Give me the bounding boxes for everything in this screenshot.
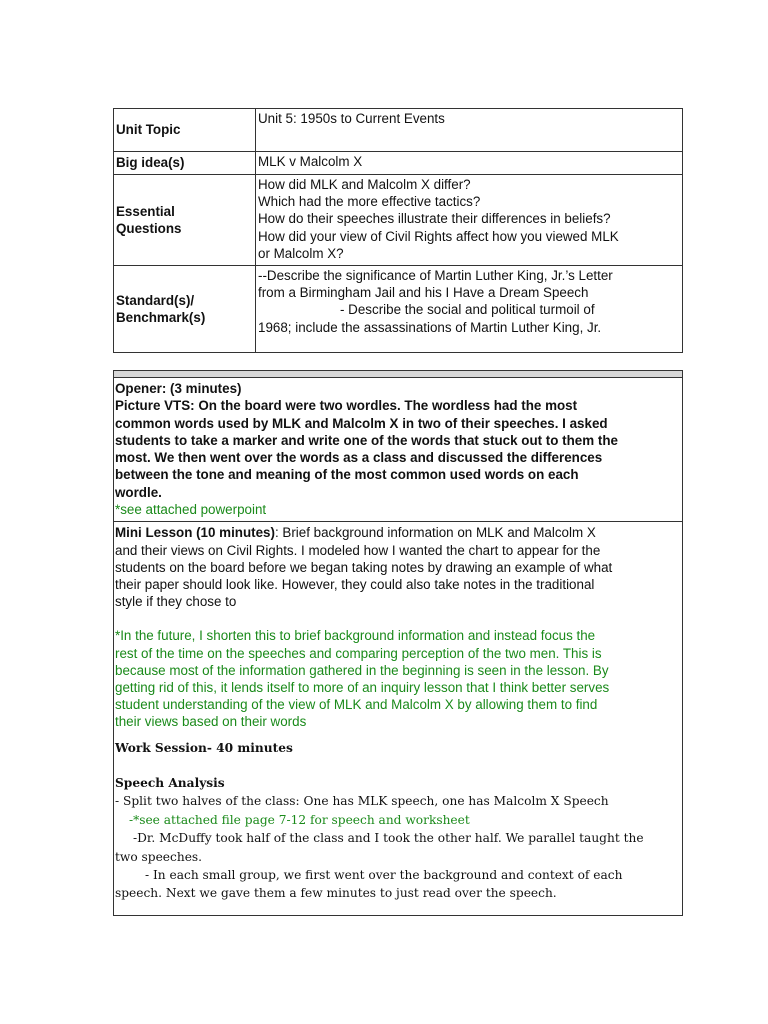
mini-lesson-line: : Brief background information on MLK and Malcolm X <box>274 525 596 541</box>
question-line: or Malcolm X? <box>258 245 344 261</box>
question-line: How did your view of Civil Rights affect how you viewed MLK <box>258 228 619 244</box>
row-value-unit-topic <box>256 109 683 152</box>
future-note-line: getting rid of this, it lends itself to more of an inquiry lesson that I think better serves <box>115 680 610 695</box>
speech-analysis-heading: Speech Analysis <box>115 776 225 791</box>
opener-line: between the tone and meaning of the most common used words on each <box>115 467 579 483</box>
table-row <box>114 109 683 152</box>
big-idea-text: MLK v Malcolm X <box>258 154 363 169</box>
standard-line: - Describe the social and political turmoil of <box>340 302 595 318</box>
mini-lesson-section <box>114 522 682 732</box>
row-label-standards <box>114 266 256 353</box>
row-label-big-idea: Big idea(s) <box>114 152 256 175</box>
work-session-line: - Split two halves of the class: One has MLK speech, one has Malcolm X Speech <box>115 794 609 809</box>
mini-lesson-line: and their views on Civil Rights. I modeled how I wanted the chart to appear for the <box>115 542 601 558</box>
mini-lesson-line: their paper should look like. However, they could also take notes in the traditional <box>115 576 595 592</box>
header-bar <box>114 371 682 378</box>
mini-lesson-heading: Mini Lesson (10 minutes) <box>115 525 275 541</box>
attached-file-note: -*see attached file page 7-12 for speech and worksheet <box>129 812 470 827</box>
future-note-line: their views based on their words <box>115 714 307 730</box>
opener-heading: Opener: (3 minutes) <box>115 381 242 396</box>
future-note-line: *In the future, I shorten this to brief background information and instead focus the <box>115 628 596 644</box>
work-session-line: speech. Next we gave them a few minutes to just read over the speech. <box>115 886 557 901</box>
row-value-big-idea <box>256 152 683 175</box>
table-row <box>114 152 683 175</box>
table-row <box>114 266 683 353</box>
work-session-line: -Dr. McDuffy took half of the class and I took the other half. We parallel taught the <box>133 831 644 846</box>
unit-topic-text: Unit 5: 1950s to Current Events <box>258 111 445 126</box>
label-line: Essential <box>116 203 175 219</box>
powerpoint-note: *see attached powerpoint <box>115 502 267 518</box>
table-row <box>114 175 683 266</box>
opener-line: common words used by MLK and Malcolm X in two of their speeches. I asked <box>115 415 608 431</box>
work-session-section <box>114 733 682 903</box>
work-session-line: - In each small group, we first went over the background and context of each <box>145 868 623 883</box>
future-note-line: student understanding of the view of MLK and Malcolm X by allowing them to find <box>115 697 598 713</box>
label-line: Questions <box>116 221 182 236</box>
future-note-line: because most of the information gathered in the beginning is seen in the lesson. By <box>115 662 609 678</box>
standard-line: --Describe the significance of Martin Luther King, Jr.’s Letter <box>258 268 613 283</box>
mini-lesson-line: students on the board before we began taking notes by drawing an example of what <box>115 559 613 575</box>
mini-lesson-line: style if they chose to <box>115 594 237 610</box>
question-line: Which had the more effective tactics? <box>258 194 481 210</box>
standard-line: 1968; include the assassinations of Martin Luther King, Jr. <box>258 319 602 335</box>
row-label-unit-topic: Unit Topic <box>114 109 256 152</box>
lesson-procedure-box <box>113 370 683 916</box>
opener-line: most. We then went over the words as a class and discussed the differences <box>115 450 603 466</box>
question-line: How do their speeches illustrate their differences in beliefs? <box>258 211 611 227</box>
question-line: How did MLK and Malcolm X differ? <box>258 177 471 192</box>
unit-plan-table <box>113 108 683 353</box>
opener-line: Picture VTS: On the board were two wordles. The wordless had the most <box>115 398 578 414</box>
row-value-standards <box>256 266 683 353</box>
work-session-line: two speeches. <box>115 849 203 864</box>
opener-line: wordle. <box>115 484 162 500</box>
label-line: Benchmark(s) <box>116 310 206 325</box>
work-session-heading: Work Session- 40 minutes <box>115 740 293 755</box>
opener-section <box>114 378 682 522</box>
future-note-line: rest of the time on the speeches and comparing perception of the two men. This is <box>115 645 602 661</box>
standard-line: from a Birmingham Jail and his I Have a Dream Speech <box>258 285 589 301</box>
row-label-essential-questions <box>114 175 256 266</box>
opener-line: students to take a marker and write one of the words that stuck out to them the <box>115 432 618 448</box>
row-value-essential-questions <box>256 175 683 266</box>
label-line: Standard(s)/ <box>116 292 195 308</box>
